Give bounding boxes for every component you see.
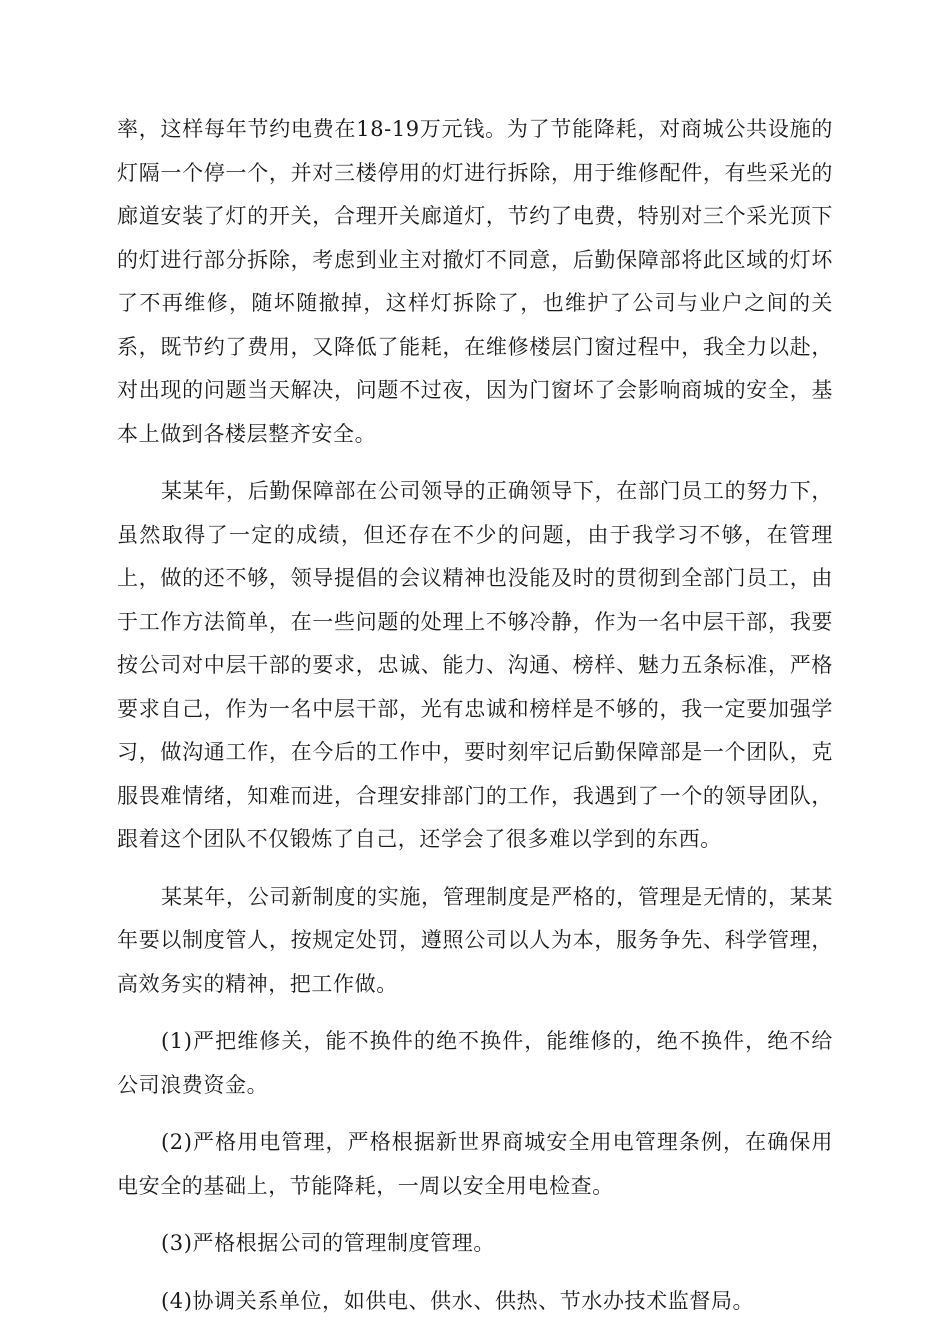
list-item-4: (4)协调关系单位，如供电、供水、供热、节水办技术监督局。 [161,1288,755,1313]
list-item-3: (3)严格根据公司的管理制度管理。 [161,1231,495,1255]
document-body [117,108,833,1337]
paragraph-3: 某某年，公司新制度的实施，管理制度是严格的，管理是无情的，某某年要以制度管人，按规定处罚，遵照公司以人为本，服务争先、科学管理，高效务实的精神，把工作做。 [117,884,833,996]
paragraph-2: 某某年，后勤保障部在公司领导的正确领导下，在部门员工的努力下，虽然取得了一定的成绩，但还存在不少的问题，由于我学习不够，在管理上，做的还不够，领导提倡的会议精神也没能及时的贯彻到全部门员工，由于工作方法简单，在一些问题的处理上不够冷静，作为一名中层干部，我要按公司对中层干部的要求，忠诚、能力、沟通、榜样、魅力五条标准，严格要求自己，作为一名中层干部，光有忠诚和榜样是不够的，我一定要加强学习，做沟通工作，在今后的工作中，要时刻牢记后勤保障部是一个团队，克服畏难情绪，知难而进，合理安排部门的工作，我遇到了一个的领导团队，跟着这个团队不仅锻炼了自己，还学会了很多难以学到的东西。 [117,479,833,851]
list-item-1: (1)严把维修关，能不换件的绝不换件，能维修的，绝不换件，绝不给公司浪费资金。 [117,1029,833,1097]
paragraph-1: 率，这样每年节约电费在18-19万元钱。为了节能降耗，对商城公共设施的灯隔一个停一个，并对三楼停用的灯进行拆除，用于维修配件，有些采光的廊道安装了灯的开关，合理开关廊道灯，节约了电费，特别对三个采光顶下的灯进行部分拆除，考虑到业主对撤灯不同意，后勤保障部将此区域的灯坏了不再维修，随坏随撤掉，这样灯拆除了，也维护了公司与业户之间的关系，既节约了费用，又降低了能耗，在维修楼层门窗过程中，我全力以赴，对出现的问题当天解决，问题不过夜，因为门窗坏了会影响商城的安全，基本上做到各楼层整齐安全。 [117,117,833,446]
list-item-2: (2)严格用电管理，严格根据新世界商城安全用电管理条例，在确保用电安全的基础上，节能降耗，一周以安全用电检查。 [117,1130,833,1198]
